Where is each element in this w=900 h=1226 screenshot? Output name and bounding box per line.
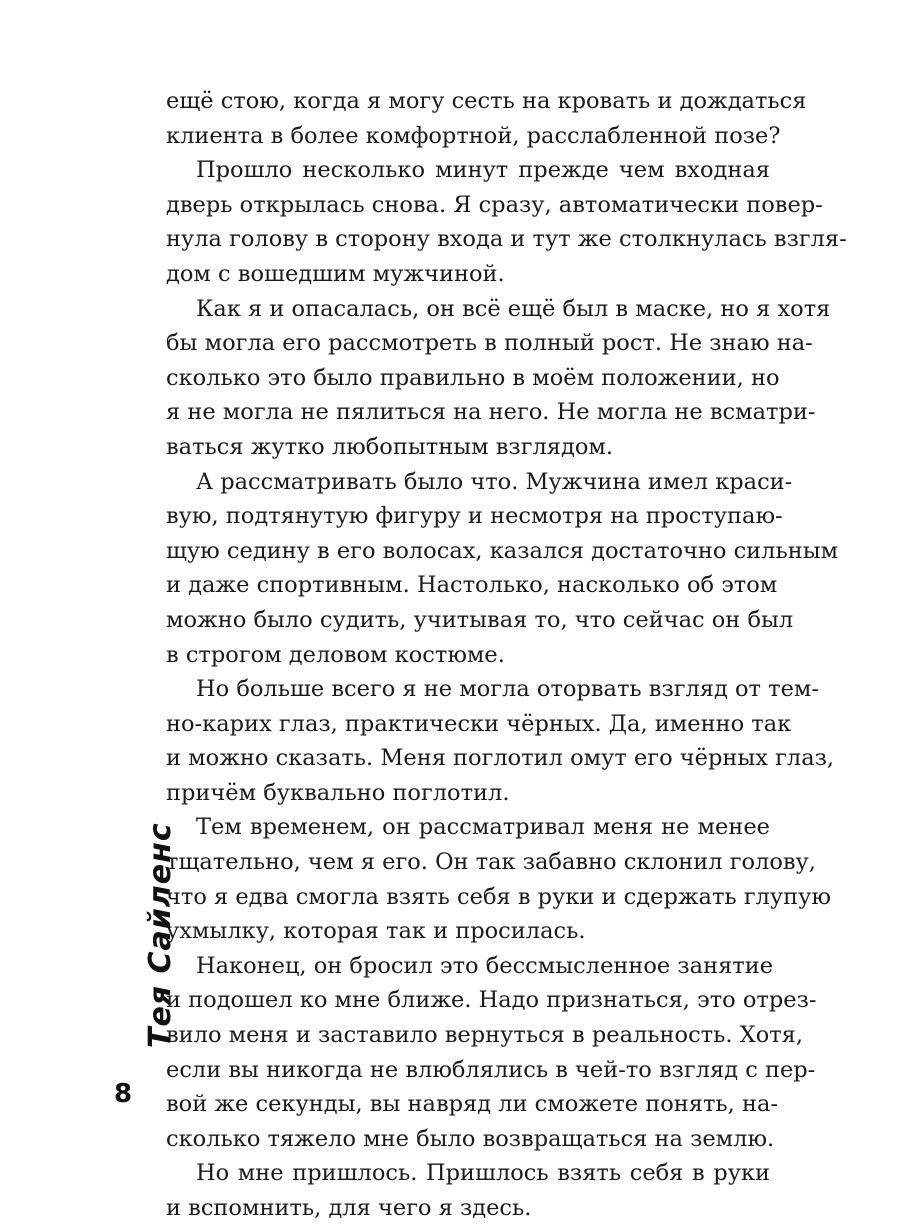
page-body-text [166,84,847,1226]
text-line: сколько тяжело мне было возвращаться на землю. [166,1125,775,1152]
text-line: тщательно, чем я его. Он так забавно склонил голову, [166,849,816,876]
text-line: причём буквально поглотил. [166,779,510,806]
running-header-author: Тея Сайленс [143,822,178,1048]
text-line: Наконец, он бросил это бессмысленное занятие [196,952,774,979]
text-line: дверь открылась снова. Я сразу, автоматически повер- [166,191,823,218]
text-line: бы могла его рассмотреть в полный рост. Не знаю на- [166,330,813,357]
text-line: Но мне пришлось. Пришлось взять себя в руки [196,1160,770,1187]
text-line: если вы никогда не влюблялись в чей-то взгляд с пер- [166,1056,816,1083]
text-line: Тем временем, он рассматривал меня не менее [196,814,770,841]
text-line: и подошел ко мне ближе. Надо признаться, это отрез- [166,987,817,1014]
text-line: А рассматривать было что. Мужчина имел краси- [196,468,793,495]
text-line: Как я и опасалась, он всё ещё был в маске, но я хотя [196,295,831,322]
text-line: клиента в более комфортной, расслабленной позе? [166,122,781,149]
text-line: ухмылку, которая так и просилась. [166,918,586,945]
text-line: ещё стою, когда я могу сесть на кровать и дождаться [166,88,807,114]
text-line: вой же секунды, вы навряд ли сможете понять, на- [166,1091,778,1118]
text-line: и вспомнить, для чего я здесь. [166,1195,532,1221]
text-line: вило меня и заставило вернуться в реальность. Хотя, [166,1022,804,1049]
text-line: и даже спортивным. Настолько, насколько об этом [166,572,778,599]
page-number: 8 [114,1079,133,1109]
text-line: сколько это было правильно в моём положении, но [166,364,780,391]
text-line: что я едва смогла взять себя в руки и сдержать глупую [166,883,831,910]
text-line: я не могла не пялиться на него. Не могла не всматри- [166,399,816,426]
text-line: в строгом деловом костюме. [166,641,505,668]
text-line: нула голову в сторону входа и тут же столкнулась взгля- [166,226,847,253]
text-line: дом с вошедшим мужчиной. [166,260,505,287]
text-line: но-карих глаз, практически чёрных. Да, именно так [166,710,792,737]
text-line: можно было судить, учитывая то, что сейчас он был [166,606,794,633]
text-line: Прошло несколько минут прежде чем входная [196,157,770,184]
text-line: ваться жутко любопытным взглядом. [166,433,614,460]
text-line: щую седину в его волосах, казался достаточно сильным [166,537,839,564]
text-line: и можно сказать. Меня поглотил омут его чёрных глаз, [166,745,835,772]
text-line: вую, подтянутую фигуру и несмотря на проступаю- [166,503,783,530]
text-line: Но больше всего я не могла оторвать взгляд от тем- [196,676,820,703]
